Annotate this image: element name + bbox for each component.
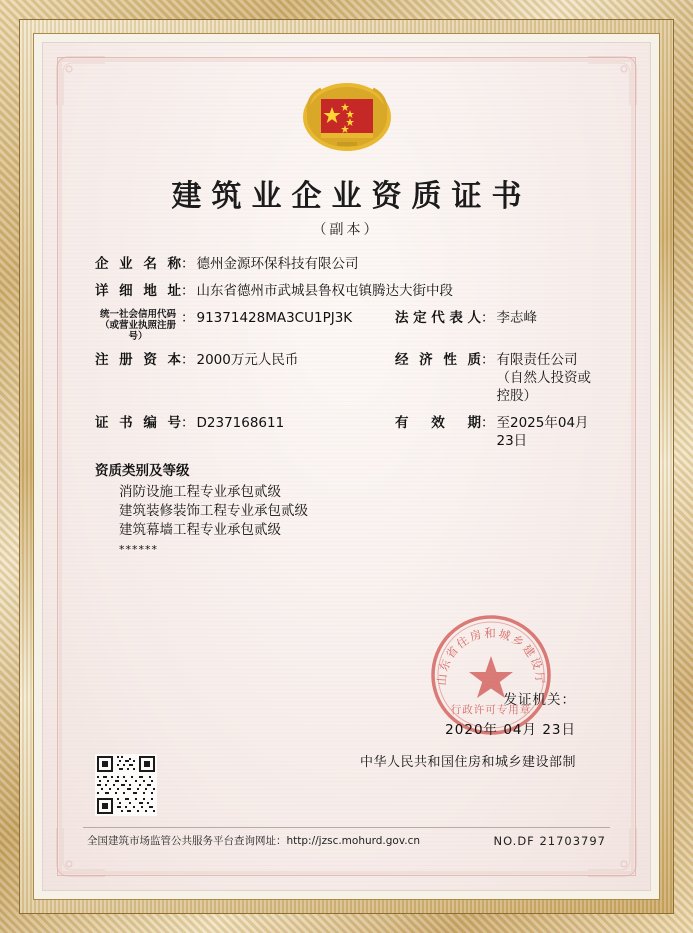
issue-year: 2020 [445, 722, 484, 738]
field-economic-nature [395, 351, 598, 405]
qr-code-icon [95, 754, 157, 816]
corner-ornament-icon [55, 55, 107, 107]
qualification-label: 资质类别及等级 [95, 463, 190, 479]
footer-divider [83, 827, 610, 828]
validity-value: 至2025年04月23日 [496, 415, 589, 449]
address-value: 山东省德州市武城县鲁权屯镇腾达大街中段 [196, 283, 453, 299]
colon: ： [481, 415, 495, 431]
capital-label: 注册资本 [95, 352, 181, 368]
economic-nature-label: 经济性质 [395, 352, 481, 368]
issue-month: 04 [503, 722, 523, 738]
ornate-frame-inner [33, 33, 660, 900]
footer-query-url: 全国建筑市场监管公共服务平台查询网址：http://jzsc.mohurd.gov.cn [87, 835, 421, 847]
year-unit: 年 [483, 722, 499, 738]
colon: ： [181, 415, 195, 431]
cert-number-label: 证书编号 [95, 415, 181, 431]
field-address [95, 282, 598, 300]
field-validity [395, 414, 598, 450]
validity-label: 有效期 [395, 415, 481, 431]
economic-nature-value: 有限责任公司（自然人投资或控股） [496, 352, 591, 404]
cert-number-value: D237168611 [196, 415, 285, 431]
legal-rep-value: 李志峰 [496, 310, 537, 326]
issue-day: 23 [542, 722, 562, 738]
legal-rep-label: 法定代表人 [395, 310, 481, 326]
issuer-label: 发证机关： [503, 692, 576, 708]
credit-code-value: 91371428MA3CU1PJ3K [196, 310, 353, 326]
page-title: 建筑业企业资质证书 [171, 179, 532, 214]
credit-code-label-line2: （或营业执照注册号） [99, 320, 176, 342]
field-credit-code-and-legal [95, 309, 598, 342]
ministry-line: 中华人民共和国住房和城乡建设部制 [359, 755, 576, 770]
colon: ： [481, 310, 495, 326]
colon: ： [181, 256, 195, 272]
colon: ： [181, 283, 195, 299]
national-emblem-icon [299, 77, 395, 161]
field-company [95, 255, 598, 273]
svg-text:山东省住房和城乡建设厅: 山东省住房和城乡建设厅 [434, 626, 548, 686]
certificate-paper [42, 42, 651, 891]
list-item: 建筑幕墙工程专业承包贰级 [119, 522, 281, 538]
company-value: 德州金源环保科技有限公司 [196, 256, 359, 272]
credit-code-label [95, 309, 181, 342]
document-subtitle: （副本） [312, 222, 381, 238]
address-label: 详细地址 [95, 283, 181, 299]
field-block [95, 255, 598, 559]
list-item: 建筑装修装饰工程专业承包贰级 [119, 503, 308, 519]
svg-text:行政许可专用章: 行政许可专用章 [450, 704, 532, 716]
day-unit: 日 [561, 722, 576, 738]
colon: ： [181, 310, 195, 326]
footer-serial-number: NO.DF 21703797 [493, 834, 606, 848]
issue-date [445, 718, 576, 738]
qualification-more: ****** [119, 543, 158, 556]
colon: ： [481, 352, 495, 368]
corner-ornament-icon [586, 55, 638, 107]
field-capital [95, 351, 395, 369]
field-certno-and-validity [95, 414, 598, 450]
field-cert-number [95, 414, 395, 432]
field-legal-rep [395, 309, 598, 327]
company-label: 企业名称 [95, 256, 181, 272]
month-unit: 月 [522, 722, 538, 738]
qualification-list [119, 483, 598, 559]
list-item: 消防设施工程专业承包贰级 [119, 484, 281, 500]
credit-code-label-line1: 统一社会信用代码 [99, 309, 176, 320]
field-credit-code [95, 309, 395, 342]
colon: ： [181, 352, 195, 368]
field-capital-and-economic [95, 351, 598, 405]
capital-value: 2000万元人民币 [196, 352, 299, 368]
ornate-frame-middle [19, 19, 674, 914]
